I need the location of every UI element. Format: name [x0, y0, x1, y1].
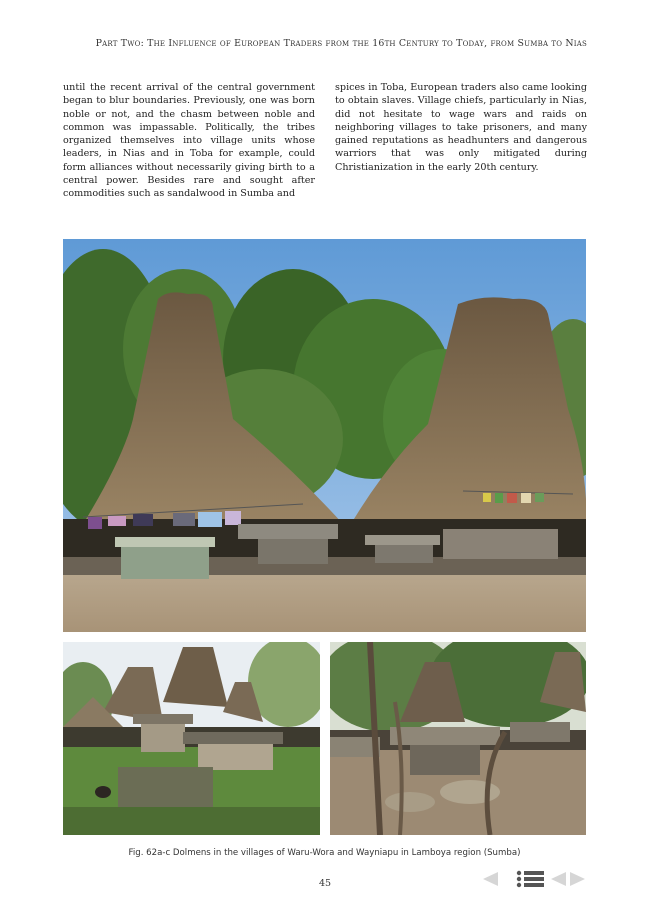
figure-caption: Fig. 62a-c Dolmens in the villages of Waru-Wora and Wayniapu in Lamboya region (Sumba)	[128, 848, 521, 858]
photo-dolmens-wayniapu	[330, 642, 586, 835]
next-arrow-icon[interactable]	[568, 869, 588, 889]
right-column-text: spices in Toba, European traders also came looking to obtain slaves. Village chiefs, particularly in Nias, did not hesitate to wage wars and raids on neighboring villages to take prisoners, and many gained reputations as headhunters and dangerous warriors that was only mitigated during Christianization in the early 20th century.	[335, 82, 587, 173]
running-head: Part Two: The Influence of European Traders from the 16th Century to Today, from Sumba to Nias	[95, 38, 587, 49]
photo-dolmens-waru-wora	[63, 239, 586, 632]
table-of-contents-icon[interactable]	[516, 869, 546, 889]
photo-dolmens-village-roofs	[63, 642, 320, 835]
left-column-text: until the recent arrival of the central government began to blur boundaries. Previously, one was born noble or not, and the chasm between noble and common was impassable. Politically, the tribes organized themselves into village units whose leaders, in Nias and in Toba for example, could form alliances without necessarily giving birth to a central power. Besides rare and sought after commodities such as sandalwood in Sumba and	[63, 82, 315, 200]
prev-arrow-icon[interactable]	[480, 869, 500, 889]
back-arrow-icon[interactable]	[548, 869, 568, 889]
page-number: 45	[318, 878, 332, 889]
